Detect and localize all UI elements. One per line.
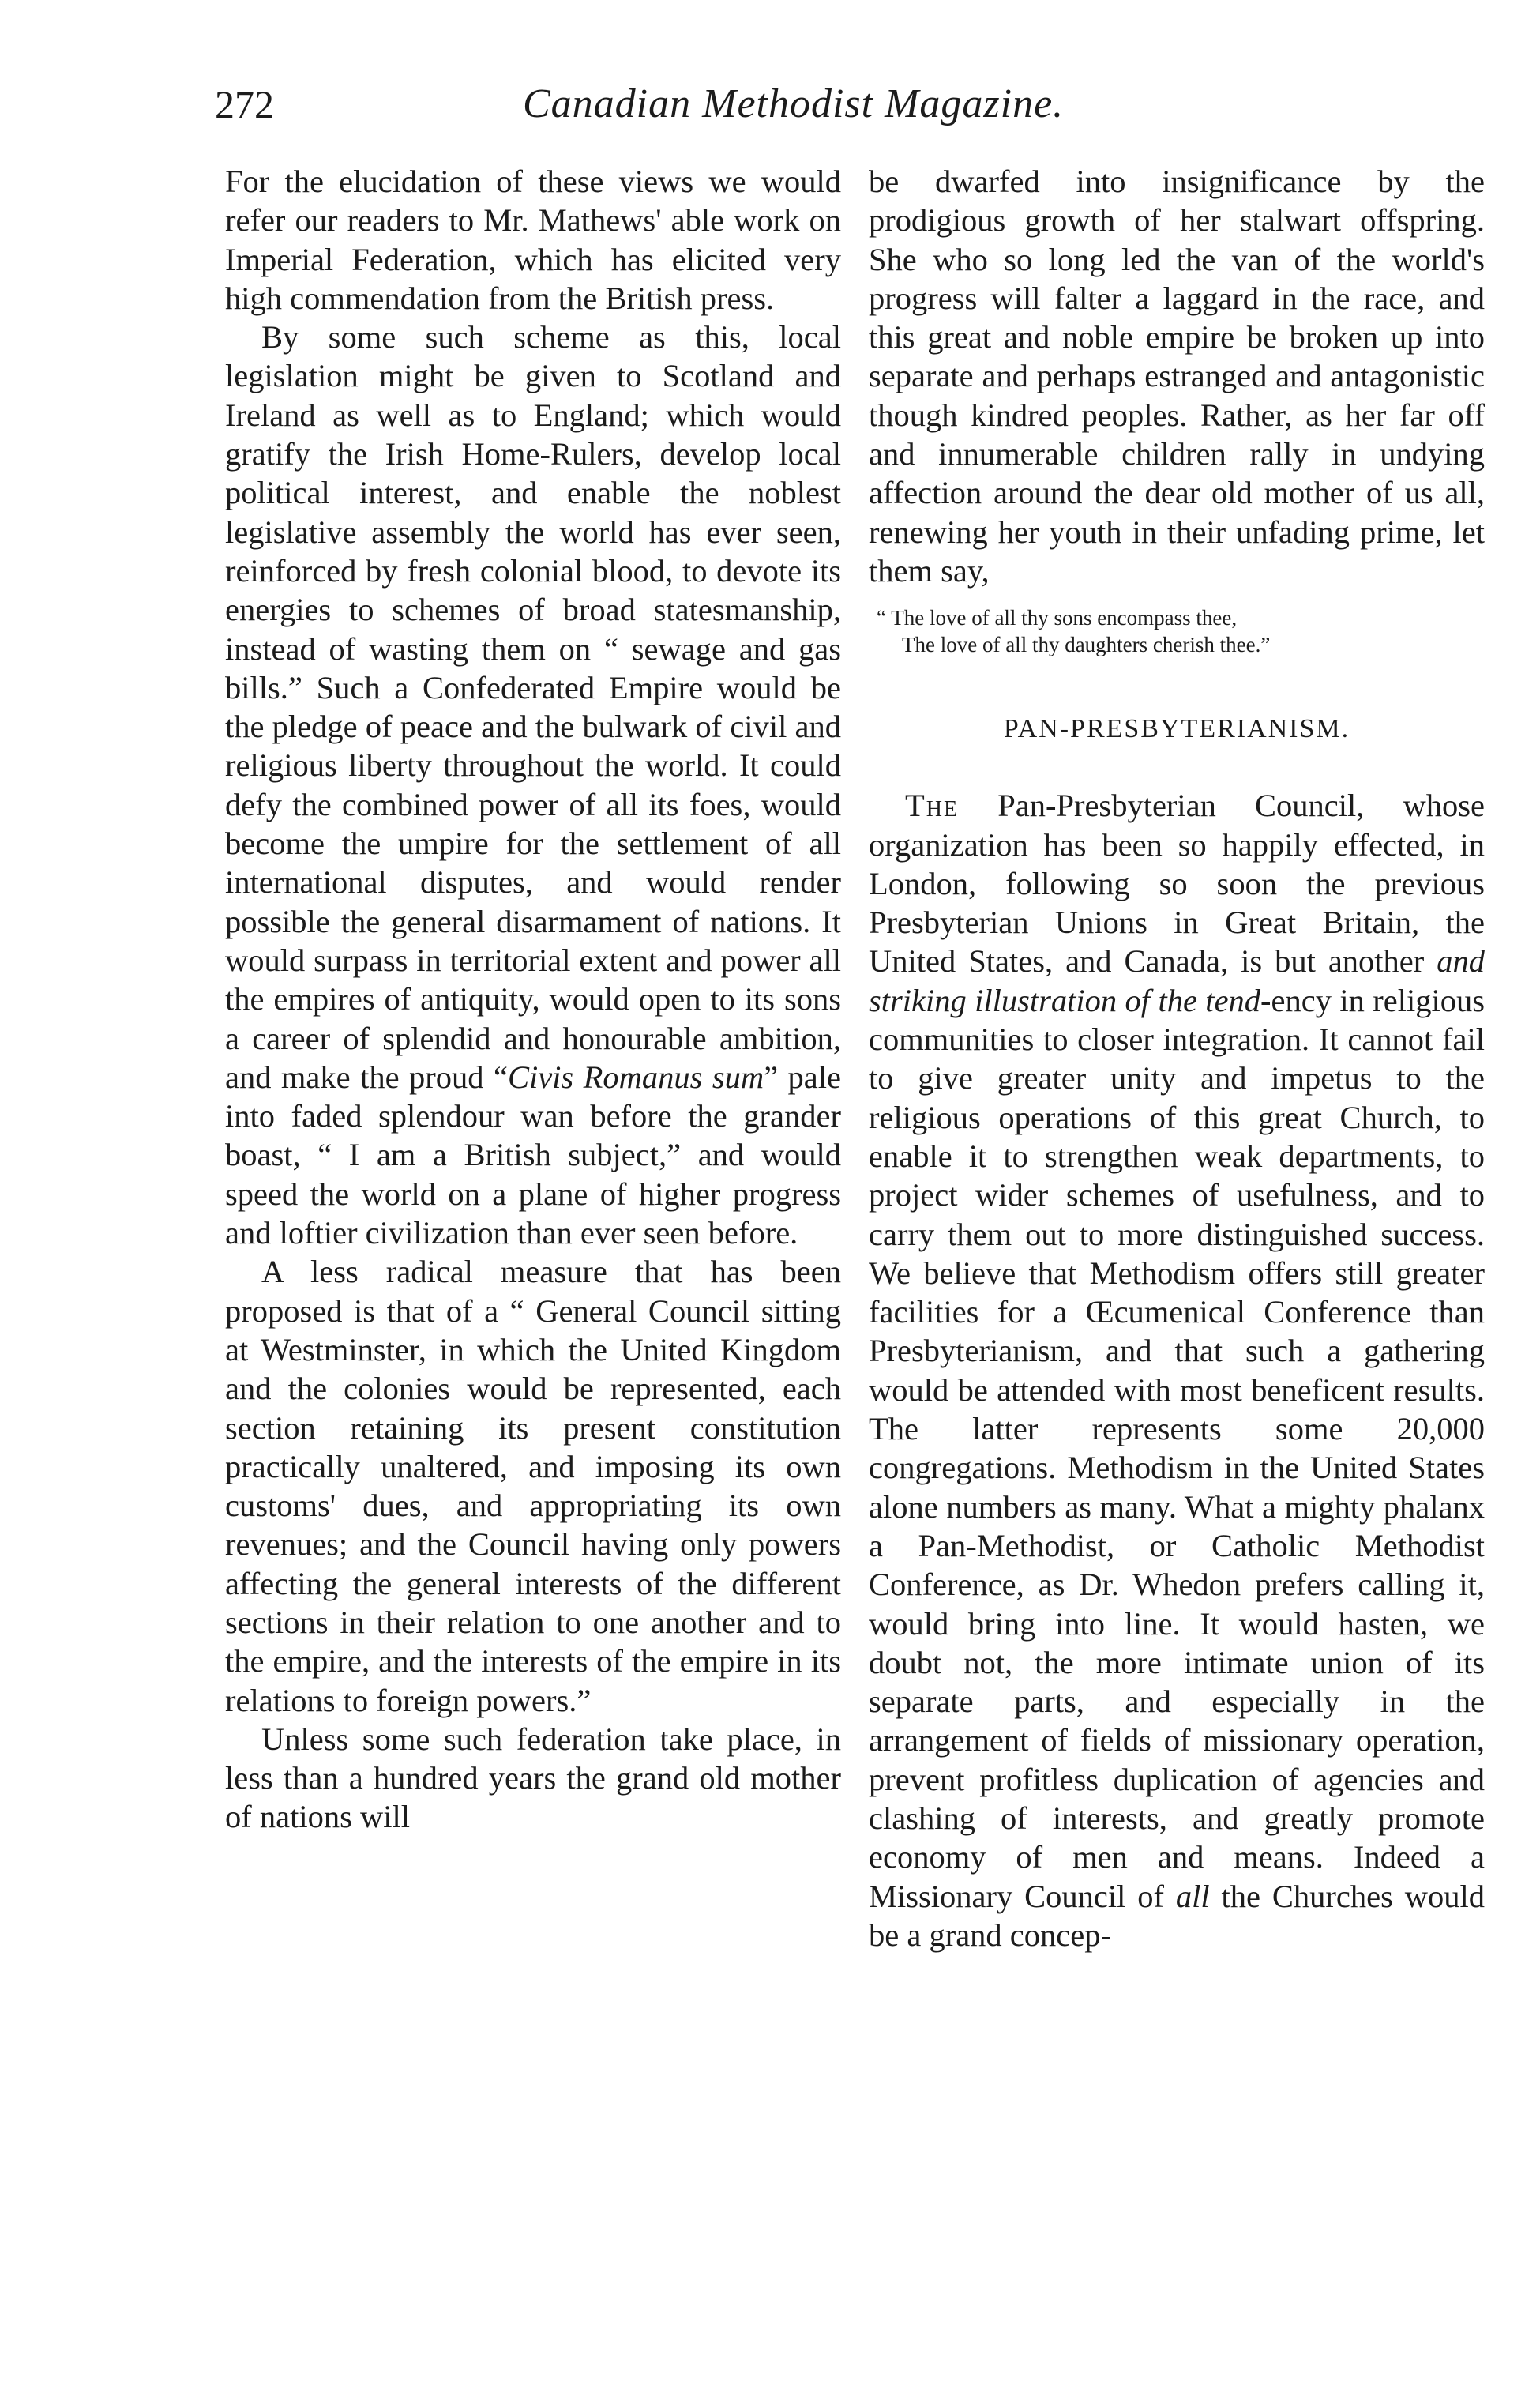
- latin-phrase: Civis Romanus sum: [507, 1059, 764, 1095]
- opening-word: The: [905, 788, 960, 824]
- running-head: Canadian Methodist Magazine.: [523, 81, 1065, 126]
- verse-quotation: [869, 604, 1485, 658]
- italic-phrase: and striking illustration of the tend-: [869, 943, 1485, 1018]
- paragraph-text: ency in religious communities to closer integration. It cannot fail to give greater unity and impetus to the religious operations of this great Church, to enable it to strengthen weak departments, to project wider schemes of usefulness, and to carry them out to more distinguished success. We believe that Methodism offers still greater facilities for a Œcumenical Conference than Presbyterianism, and that such a gathering would be attended with most beneficent results. The latter represents some 20,000 congregations. Methodism in the United States alone numbers as many. What a mighty phalanx a Pan-Methodist, or Catholic Methodist Conference, as Dr. Whedon prefers calling it, would bring into line. It would hasten, we doubt not, the more intimate union of its separate parts, and especially in the arrangement of fields of missionary operation, prevent profitless duplication of agencies and clashing of interests, and greatly promote economy of men and means. Indeed a Missionary Council of: [869, 982, 1485, 1914]
- paragraph-text: ” pale into faded splendour wan before the grander boast, “ I am a British subject,” and would speed the world on a plane of higher progress and loftier civilization than ever seen before.: [225, 1059, 841, 1251]
- paragraph: [869, 786, 1485, 1954]
- italic-word: all: [1175, 1878, 1210, 1914]
- section-heading: PAN-PRESBYTERIANISM.: [1003, 714, 1350, 744]
- paragraph: [225, 318, 841, 1252]
- paragraph-text: the Churches would be a grand concep-: [869, 1878, 1485, 1953]
- paragraph: A less radical measure that has been proposed is that of a “ General Council sitting at Westminster, in which the United Kingdom and the colonies would be represented, each section retaining its present constitution practically unaltered, and imposing its own customs' dues, and appropriating its own revenues; and the Council having only powers affecting the general interests of the different sections in their relation to one another and to the empire, and the interests of the empire in its relations to foreign powers.”: [225, 1254, 841, 1718]
- paragraph-text: By some such scheme as this, local legislation might be given to Scotland and Ireland as well as to England; which would gratify the Irish Home-Rulers, develop local political interest, and enable the noblest legislative assembly the world has ever seen, reinforced by fresh colonial blood, to devote its energies to schemes of broad statesmanship, instead of wasting them on “ sewage and gas bills.” Such a Confederated Empire would be the pledge of peace and the bulwark of civil and religious liberty throughout the world. It could defy the combined power of all its foes, would become the umpire for the settlement of all international disputes, and would render possible the general disarmament of nations. It would surpass in territorial extent and power all the empires of antiquity, would open to its sons a career of splendid and honourable ambition, and make the proud “: [225, 319, 841, 1095]
- paragraph: For the elucidation of these views we would refer our readers to Mr. Mathews' able work on Imperial Federation, which has elicited very high commendation from the British press.: [225, 164, 841, 316]
- right-column: [869, 162, 1485, 1954]
- page-number: 272: [215, 82, 274, 126]
- page-header: [215, 73, 1241, 136]
- paragraph-text: Pan-Presbyterian Council, whose organization has been so happily effected, in London, following so soon the previous Presbyterian Unions in Great Britain, the United States, and Canada, is but another: [869, 788, 1485, 980]
- paragraph: be dwarfed into insignificance by the prodigious growth of her stalwart offspring. She who so long led the van of the world's progress will falter a laggard in the race, and this great and noble empire be broken up into separate and perhaps estranged and antagonistic though kindred peoples. Rather, as her far off and innumerable children rally in undying affection around the dear old mother of us all, renewing her youth in their unfading prime, let them say,: [869, 164, 1485, 589]
- paragraph: Unless some such federation take place, in less than a hundred years the grand old mother of nations will: [225, 1721, 841, 1835]
- left-column: [225, 162, 841, 1837]
- verse-line: The love of all thy daughters cherish thee.”: [902, 633, 1271, 657]
- verse-line: “ The love of all thy sons encompass thee,: [877, 606, 1238, 630]
